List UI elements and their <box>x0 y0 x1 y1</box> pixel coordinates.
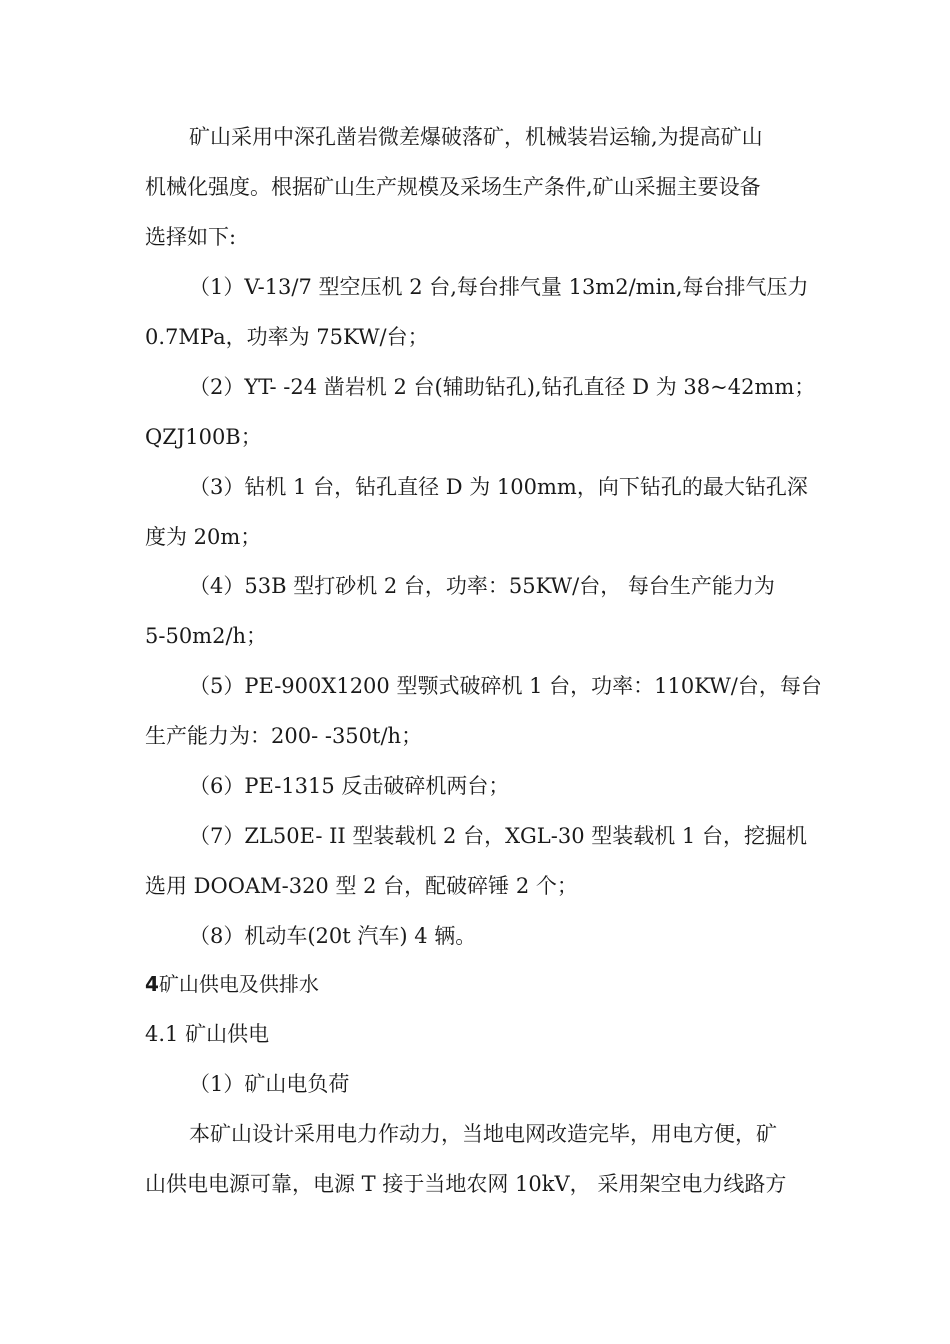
item-2-line-2: QZJ100B； <box>145 425 262 449</box>
section-4-heading <box>145 970 319 998</box>
item-1-line-2: 0.7MPa，功率为 75KW/台； <box>145 325 429 349</box>
section-4-title: 矿山供电及供排水 <box>158 972 319 996</box>
intro-line-2: 机械化强度。根据矿山生产规模及采场生产条件,矿山采掘主要设备 <box>145 175 761 199</box>
paragraph-line-1: 本矿山设计采用电力作动力，当地电网改造完毕，用电方便，矿 <box>189 1122 777 1146</box>
item-5-line-1: （5）PE-900X1200 型颚式破碎机 1 台，功率：110KW/台，每台 <box>189 674 822 698</box>
paragraph-line-2: 山供电电源可靠，电源 T 接于当地农网 10kV， 采用架空电力线路方 <box>145 1172 787 1196</box>
item-7-line-2: 选用 DOOAM-320 型 2 台，配破碎锤 2 个； <box>145 874 578 898</box>
item-4-line-2: 5-50m2/h； <box>145 624 268 648</box>
power-load-heading: （1）矿山电负荷 <box>189 1072 350 1096</box>
item-5-line-2: 生产能力为：200- -350t/h； <box>145 724 423 748</box>
intro-line-1: 矿山采用中深孔凿岩微差爆破落矿，机械装岩运输,为提高矿山 <box>189 125 763 149</box>
item-8-line-1: （8）机动车(20t 汽车) 4 辆。 <box>189 924 477 948</box>
item-7-line-1: （7）ZL50E- II 型装载机 2 台，XGL-30 型装载机 1 台，挖掘机 <box>189 824 807 848</box>
intro-line-3: 选择如下: <box>145 225 237 249</box>
item-6-line-1: （6）PE-1315 反击破碎机两台； <box>189 774 510 798</box>
section-4-1-heading: 4.1 矿山供电 <box>145 1022 270 1046</box>
section-4-number: 4 <box>145 972 159 996</box>
item-4-line-1: （4）53B 型打砂机 2 台，功率：55KW/台， 每台生产能力为 <box>189 574 775 598</box>
item-3-line-2: 度为 20m； <box>145 525 262 549</box>
item-2-line-1: （2）YT- -24 凿岩机 2 台(辅助钻孔),钻孔直径 D 为 38~42mm； <box>189 375 816 399</box>
item-3-line-1: （3）钻机 1 台，钻孔直径 D 为 100mm，向下钻孔的最大钻孔深 <box>189 475 808 499</box>
item-1-line-1: （1）V-13/7 型空压机 2 台,每台排气量 13m2/min,每台排气压力 <box>189 275 809 299</box>
